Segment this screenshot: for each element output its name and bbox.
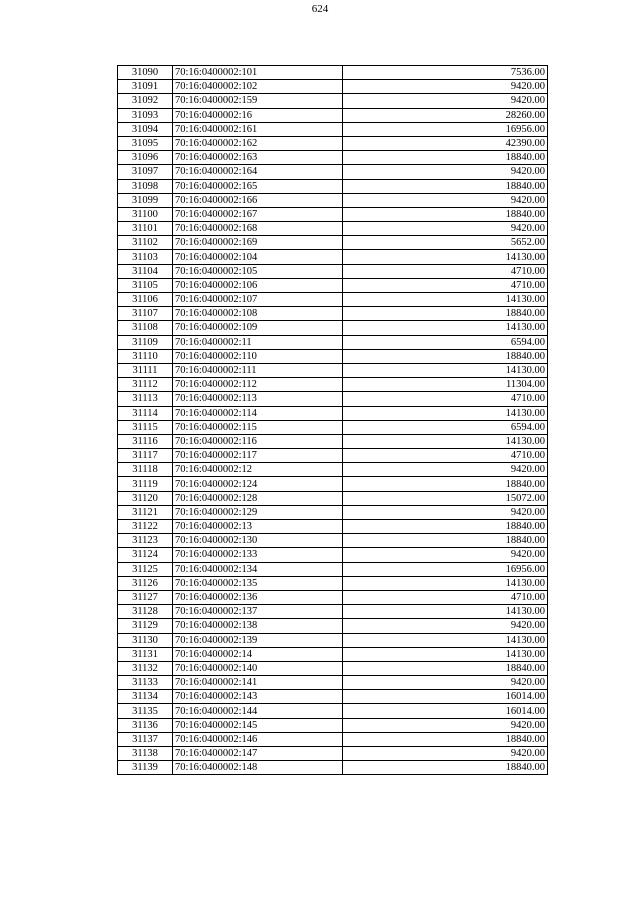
value-cell: 18840.00 — [343, 477, 548, 491]
row-number-cell: 31110 — [118, 349, 173, 363]
row-number-cell: 31119 — [118, 477, 173, 491]
row-number-cell: 31093 — [118, 108, 173, 122]
row-number-cell: 31139 — [118, 761, 173, 775]
cadastral-number-cell: 70:16:0400002:12 — [173, 463, 343, 477]
table-row — [118, 619, 548, 633]
table-row — [118, 236, 548, 250]
cadastral-number-cell: 70:16:0400002:135 — [173, 576, 343, 590]
value-cell: 9420.00 — [343, 676, 548, 690]
table-row — [118, 562, 548, 576]
cadastral-number-cell: 70:16:0400002:106 — [173, 278, 343, 292]
cadastral-number-cell: 70:16:0400002:104 — [173, 250, 343, 264]
value-cell: 4710.00 — [343, 278, 548, 292]
row-number-cell: 31138 — [118, 747, 173, 761]
row-number-cell: 31096 — [118, 151, 173, 165]
value-cell: 14130.00 — [343, 406, 548, 420]
cadastral-number-cell: 70:16:0400002:111 — [173, 363, 343, 377]
value-cell: 6594.00 — [343, 420, 548, 434]
cadastral-number-cell: 70:16:0400002:137 — [173, 605, 343, 619]
value-cell: 11304.00 — [343, 378, 548, 392]
value-cell: 18840.00 — [343, 349, 548, 363]
table-row — [118, 94, 548, 108]
row-number-cell: 31101 — [118, 222, 173, 236]
table-row — [118, 718, 548, 732]
row-number-cell: 31107 — [118, 307, 173, 321]
value-cell: 4710.00 — [343, 590, 548, 604]
cadastral-number-cell: 70:16:0400002:113 — [173, 392, 343, 406]
value-cell: 14130.00 — [343, 434, 548, 448]
row-number-cell: 31100 — [118, 207, 173, 221]
row-number-cell: 31108 — [118, 321, 173, 335]
value-cell: 18840.00 — [343, 179, 548, 193]
cadastral-number-cell: 70:16:0400002:164 — [173, 165, 343, 179]
table-row — [118, 704, 548, 718]
table-row — [118, 590, 548, 604]
table-row — [118, 80, 548, 94]
cadastral-number-cell: 70:16:0400002:130 — [173, 534, 343, 548]
table-row — [118, 264, 548, 278]
table-row — [118, 633, 548, 647]
row-number-cell: 31111 — [118, 363, 173, 377]
cadastral-number-cell: 70:16:0400002:13 — [173, 520, 343, 534]
value-cell: 18840.00 — [343, 761, 548, 775]
table-row — [118, 576, 548, 590]
value-cell: 4710.00 — [343, 264, 548, 278]
table-row — [118, 136, 548, 150]
row-number-cell: 31127 — [118, 590, 173, 604]
value-cell: 9420.00 — [343, 94, 548, 108]
table-row — [118, 477, 548, 491]
row-number-cell: 31106 — [118, 293, 173, 307]
table-row — [118, 690, 548, 704]
table-row — [118, 321, 548, 335]
row-number-cell: 31115 — [118, 420, 173, 434]
value-cell: 18840.00 — [343, 151, 548, 165]
cadastral-number-cell: 70:16:0400002:147 — [173, 747, 343, 761]
table-row — [118, 193, 548, 207]
cadastral-number-cell: 70:16:0400002:144 — [173, 704, 343, 718]
table-row — [118, 420, 548, 434]
row-number-cell: 31130 — [118, 633, 173, 647]
value-cell: 9420.00 — [343, 619, 548, 633]
value-cell: 16014.00 — [343, 704, 548, 718]
value-cell: 9420.00 — [343, 747, 548, 761]
table-row — [118, 520, 548, 534]
cadastral-number-cell: 70:16:0400002:107 — [173, 293, 343, 307]
value-cell: 14130.00 — [343, 293, 548, 307]
row-number-cell: 31112 — [118, 378, 173, 392]
table-row — [118, 293, 548, 307]
cadastral-number-cell: 70:16:0400002:105 — [173, 264, 343, 278]
value-cell: 9420.00 — [343, 505, 548, 519]
cadastral-number-cell: 70:16:0400002:115 — [173, 420, 343, 434]
table-row — [118, 505, 548, 519]
cadastral-number-cell: 70:16:0400002:141 — [173, 676, 343, 690]
row-number-cell: 31137 — [118, 732, 173, 746]
row-number-cell: 31114 — [118, 406, 173, 420]
table-row — [118, 747, 548, 761]
row-number-cell: 31116 — [118, 434, 173, 448]
cadastral-number-cell: 70:16:0400002:128 — [173, 491, 343, 505]
value-cell: 5652.00 — [343, 236, 548, 250]
table-row — [118, 491, 548, 505]
row-number-cell: 31118 — [118, 463, 173, 477]
row-number-cell: 31117 — [118, 449, 173, 463]
cadastral-number-cell: 70:16:0400002:163 — [173, 151, 343, 165]
cadastral-number-cell: 70:16:0400002:166 — [173, 193, 343, 207]
value-cell: 18840.00 — [343, 307, 548, 321]
table-row — [118, 406, 548, 420]
cadastral-number-cell: 70:16:0400002:168 — [173, 222, 343, 236]
value-cell: 9420.00 — [343, 222, 548, 236]
cadastral-number-cell: 70:16:0400002:138 — [173, 619, 343, 633]
table-body — [118, 66, 548, 775]
cadastral-number-cell: 70:16:0400002:165 — [173, 179, 343, 193]
table-row — [118, 250, 548, 264]
value-cell: 14130.00 — [343, 363, 548, 377]
row-number-cell: 31125 — [118, 562, 173, 576]
row-number-cell: 31103 — [118, 250, 173, 264]
cadastral-number-cell: 70:16:0400002:11 — [173, 335, 343, 349]
table-row — [118, 378, 548, 392]
value-cell: 18840.00 — [343, 534, 548, 548]
table-row — [118, 661, 548, 675]
row-number-cell: 31121 — [118, 505, 173, 519]
row-number-cell: 31134 — [118, 690, 173, 704]
row-number-cell: 31105 — [118, 278, 173, 292]
cadastral-number-cell: 70:16:0400002:146 — [173, 732, 343, 746]
row-number-cell: 31098 — [118, 179, 173, 193]
table-row — [118, 278, 548, 292]
row-number-cell: 31128 — [118, 605, 173, 619]
cadastral-number-cell: 70:16:0400002:167 — [173, 207, 343, 221]
table-row — [118, 463, 548, 477]
row-number-cell: 31099 — [118, 193, 173, 207]
cadastral-number-cell: 70:16:0400002:14 — [173, 647, 343, 661]
cadastral-number-cell: 70:16:0400002:145 — [173, 718, 343, 732]
row-number-cell: 31090 — [118, 66, 173, 80]
value-cell: 14130.00 — [343, 250, 548, 264]
value-cell: 9420.00 — [343, 80, 548, 94]
value-cell: 18840.00 — [343, 661, 548, 675]
value-cell: 6594.00 — [343, 335, 548, 349]
row-number-cell: 31123 — [118, 534, 173, 548]
cadastral-number-cell: 70:16:0400002:159 — [173, 94, 343, 108]
table-row — [118, 307, 548, 321]
row-number-cell: 31136 — [118, 718, 173, 732]
table-row — [118, 179, 548, 193]
row-number-cell: 31131 — [118, 647, 173, 661]
table-row — [118, 761, 548, 775]
cadastral-number-cell: 70:16:0400002:169 — [173, 236, 343, 250]
table-row — [118, 449, 548, 463]
table-row — [118, 122, 548, 136]
table-row — [118, 647, 548, 661]
row-number-cell: 31129 — [118, 619, 173, 633]
value-cell: 4710.00 — [343, 449, 548, 463]
value-cell: 9420.00 — [343, 718, 548, 732]
table-row — [118, 66, 548, 80]
value-cell: 14130.00 — [343, 647, 548, 661]
value-cell: 9420.00 — [343, 463, 548, 477]
cadastral-number-cell: 70:16:0400002:148 — [173, 761, 343, 775]
row-number-cell: 31120 — [118, 491, 173, 505]
cadastral-number-cell: 70:16:0400002:143 — [173, 690, 343, 704]
table-row — [118, 165, 548, 179]
cadastral-number-cell: 70:16:0400002:162 — [173, 136, 343, 150]
cadastral-number-cell: 70:16:0400002:133 — [173, 548, 343, 562]
cadastral-number-cell: 70:16:0400002:114 — [173, 406, 343, 420]
cadastral-number-cell: 70:16:0400002:109 — [173, 321, 343, 335]
row-number-cell: 31133 — [118, 676, 173, 690]
cadastral-number-cell: 70:16:0400002:124 — [173, 477, 343, 491]
table-row — [118, 548, 548, 562]
cadastral-number-cell: 70:16:0400002:134 — [173, 562, 343, 576]
cadastral-number-cell: 70:16:0400002:140 — [173, 661, 343, 675]
cadastral-number-cell: 70:16:0400002:116 — [173, 434, 343, 448]
row-number-cell: 31102 — [118, 236, 173, 250]
table-row — [118, 676, 548, 690]
table-row — [118, 392, 548, 406]
cadastral-number-cell: 70:16:0400002:112 — [173, 378, 343, 392]
cadastral-number-cell: 70:16:0400002:139 — [173, 633, 343, 647]
value-cell: 42390.00 — [343, 136, 548, 150]
value-cell: 9420.00 — [343, 548, 548, 562]
table-row — [118, 732, 548, 746]
row-number-cell: 31104 — [118, 264, 173, 278]
value-cell: 18840.00 — [343, 732, 548, 746]
row-number-cell: 31135 — [118, 704, 173, 718]
table-row — [118, 605, 548, 619]
cadastral-number-cell: 70:16:0400002:101 — [173, 66, 343, 80]
value-cell: 16014.00 — [343, 690, 548, 704]
value-cell: 14130.00 — [343, 321, 548, 335]
table-row — [118, 335, 548, 349]
value-cell: 7536.00 — [343, 66, 548, 80]
row-number-cell: 31126 — [118, 576, 173, 590]
table-row — [118, 207, 548, 221]
cadastral-number-cell: 70:16:0400002:136 — [173, 590, 343, 604]
value-cell: 14130.00 — [343, 576, 548, 590]
table-row — [118, 151, 548, 165]
cadastral-number-cell: 70:16:0400002:108 — [173, 307, 343, 321]
cadastral-number-cell: 70:16:0400002:161 — [173, 122, 343, 136]
value-cell: 15072.00 — [343, 491, 548, 505]
table-row — [118, 108, 548, 122]
page-number: 624 — [311, 3, 329, 15]
cadastral-number-cell: 70:16:0400002:117 — [173, 449, 343, 463]
value-cell: 18840.00 — [343, 520, 548, 534]
row-number-cell: 31113 — [118, 392, 173, 406]
value-cell: 14130.00 — [343, 633, 548, 647]
table-row — [118, 349, 548, 363]
table-row — [118, 363, 548, 377]
cadastral-number-cell: 70:16:0400002:102 — [173, 80, 343, 94]
row-number-cell: 31097 — [118, 165, 173, 179]
row-number-cell: 31095 — [118, 136, 173, 150]
value-cell: 16956.00 — [343, 122, 548, 136]
row-number-cell: 31122 — [118, 520, 173, 534]
row-number-cell: 31091 — [118, 80, 173, 94]
row-number-cell: 31109 — [118, 335, 173, 349]
value-cell: 16956.00 — [343, 562, 548, 576]
row-number-cell: 31132 — [118, 661, 173, 675]
table-row — [118, 534, 548, 548]
cadastral-number-cell: 70:16:0400002:16 — [173, 108, 343, 122]
row-number-cell: 31094 — [118, 122, 173, 136]
cadastral-number-cell: 70:16:0400002:129 — [173, 505, 343, 519]
value-cell: 4710.00 — [343, 392, 548, 406]
value-cell: 28260.00 — [343, 108, 548, 122]
data-table — [117, 65, 548, 775]
row-number-cell: 31124 — [118, 548, 173, 562]
table-row — [118, 434, 548, 448]
cadastral-number-cell: 70:16:0400002:110 — [173, 349, 343, 363]
value-cell: 9420.00 — [343, 193, 548, 207]
table-row — [118, 222, 548, 236]
value-cell: 18840.00 — [343, 207, 548, 221]
row-number-cell: 31092 — [118, 94, 173, 108]
value-cell: 14130.00 — [343, 605, 548, 619]
value-cell: 9420.00 — [343, 165, 548, 179]
